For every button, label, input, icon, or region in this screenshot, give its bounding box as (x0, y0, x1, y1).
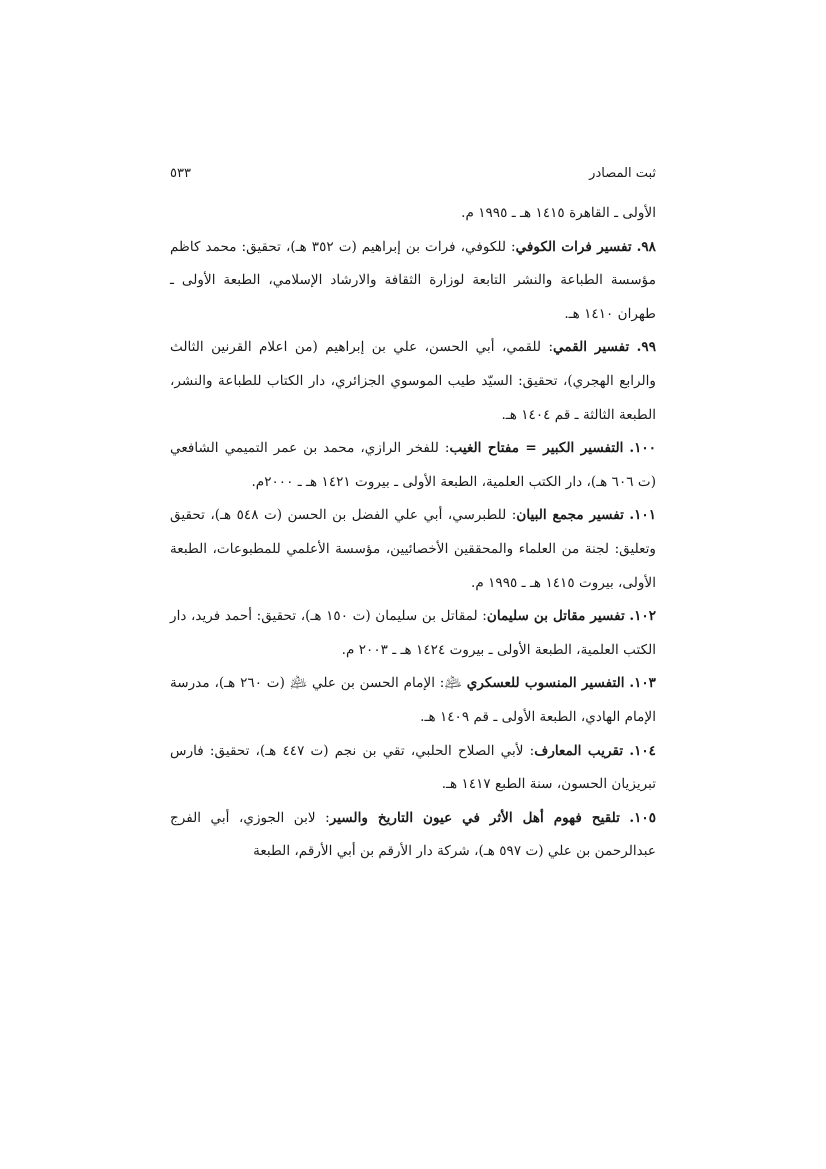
entry-title: تقريب المعارف (534, 742, 624, 759)
entry-text: ﵇: الإمام الحسن بن علي ﵇ (ت ٢٦٠ هـ)، مدرسة الإمام الهادي، الطبعة الأولى ـ قم ١٤٠٩ هـ. (170, 675, 656, 725)
entry-title: تفسير فرات الكوفي (515, 238, 632, 255)
entry-number: ١٠٢. (629, 608, 656, 625)
entry-number: ١٠٠. (629, 440, 656, 457)
entry-title: التفسير الكبير = مفتاح الغيب (449, 440, 624, 457)
bibliography-entry (170, 600, 656, 667)
entry-text: الأولى ـ القاهرة ١٤١٥ هـ ـ ١٩٩٥ م. (461, 205, 656, 221)
entry-text: : للقمي، أبي الحسن، علي بن إبراهيم (من اعلام القرنين الثالث والرابع الهجري)، تحقيق: السيّد طيب الموسوي الجزائري، دار الكتاب للطباعة والنشر، الطبعة الثالثة ـ قم ١٤٠٤ هـ. (170, 339, 656, 423)
bibliography-entry (170, 331, 656, 432)
entry-title: تلقيح فهوم أهل الأثر في عيون التاريخ والسير (329, 809, 620, 826)
entry-text: : لأبي الصلاح الحلبي، تقي بن نجم (ت ٤٤٧ هـ)، تحقيق: فارس تبريزيان الحسون، سنة الطبع ١٤١٧ هـ. (170, 742, 656, 793)
entry-text: : لابن الجوزي، أبي الفرج عبدالرحمن بن علي (ت ٥٩٧ هـ)، شركة دار الأرقم بن أبي الأرقم، الطبعة (170, 809, 656, 860)
header-title: ثبت المصادر (589, 166, 656, 181)
entry-title: التفسير المنسوب للعسكري (466, 675, 625, 692)
running-header (170, 166, 656, 186)
bibliography-entry (170, 499, 656, 600)
entry-title: تفسير مجمع البيان (516, 507, 624, 524)
bibliography-entry (170, 735, 656, 802)
bibliography-list (170, 197, 656, 869)
entry-title: تفسير القمي (553, 339, 630, 356)
bibliography-entry (170, 231, 656, 332)
entry-text: : للفخر الرازي، محمد بن عمر التميمي الشافعي (ت ٦٠٦ هـ)، دار الكتب العلمية، الطبعة الأولى ـ بيروت ١٤٢١ هـ ـ ٢٠٠٠م. (170, 440, 656, 490)
entry-text: : للطبرسي، أبي علي الفضل بن الحسن (ت ٥٤٨ هـ)، تحقيق وتعليق: لجنة من العلماء والمحققين الأخصائيين، مؤسسة الأعلمي للمطبوعات، الطبعة الأولى، بيروت ١٤١٥ هـ ـ ١٩٩٥ م. (170, 507, 656, 591)
bibliography-entry (170, 802, 656, 869)
entry-number: ٩٨. (636, 238, 656, 255)
entry-title: تفسير مقاتل بن سليمان (486, 608, 625, 625)
page-number: ٥٣٣ (170, 166, 191, 181)
bibliography-entry-continuation (170, 197, 656, 231)
entry-number: ١٠٥. (629, 809, 656, 826)
entry-number: ١٠١. (629, 507, 657, 524)
bibliography-entry (170, 432, 656, 499)
entry-text: : للكوفي، فرات بن إبراهيم (ت ٣٥٢ هـ)، تحقيق: محمد كاظم مؤسسة الطباعة والنشر التابعة لوزارة الثقافة والارشاد الإسلامي، الطبعة الأولى ـ طهران ١٤١٠ هـ. (170, 238, 656, 322)
entry-number: ٩٩. (636, 339, 656, 356)
entry-text: : لمقاتل بن سليمان (ت ١٥٠ هـ)، تحقيق: أحمد فريد، دار الكتب العلمية، الطبعة الأولى ـ بيروت ١٤٢٤ هـ ـ ٢٠٠٣ م. (170, 608, 656, 658)
entry-number: ١٠٤. (629, 742, 656, 759)
entry-number: ١٠٣. (629, 675, 656, 692)
bibliography-entry (170, 667, 656, 734)
